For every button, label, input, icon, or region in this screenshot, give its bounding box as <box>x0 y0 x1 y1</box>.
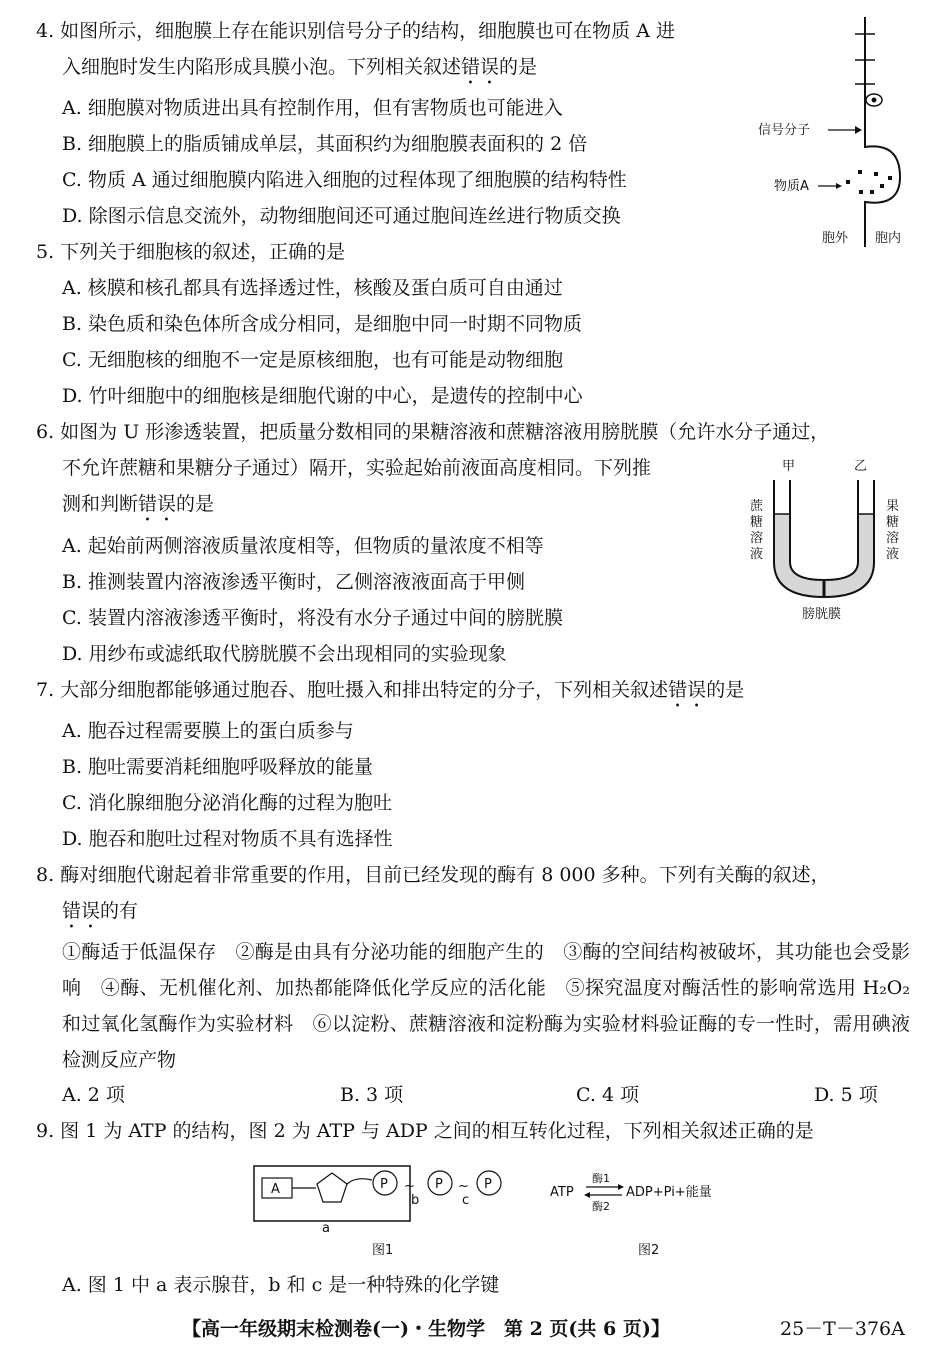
q8-option-a: A. 2 项 <box>62 1084 125 1106</box>
q5-option-a: A. 核膜和核孔都具有选择透过性，核酸及蛋白质可自由通过 <box>62 277 563 299</box>
enzyme2-label: 酶2 <box>592 1200 610 1213</box>
left-arm-label: 甲 <box>782 459 796 474</box>
atp-structure-figure <box>244 1158 524 1260</box>
atp-adp-conversion-figure <box>546 1162 736 1260</box>
q9-stem: 9. 图 1 为 ATP 的结构，图 2 为 ATP 与 ADP 之间的相互转化过程，下列相关叙述正确的是 <box>36 1120 814 1142</box>
right-side-char: 果 <box>886 499 900 514</box>
enzyme1-label: 酶1 <box>592 1172 610 1185</box>
emphasis-wrong: 错误 <box>461 56 500 78</box>
q6-option-a: A. 起始前两侧溶液质量浓度相等，但物质的量浓度不相等 <box>62 535 544 557</box>
q4-option-d: D. 除图示信息交流外，动物细胞间还可通过胞间连丝进行物质交换 <box>62 205 621 227</box>
left-side-char: 液 <box>750 547 764 562</box>
svg-text:~: ~ <box>404 1179 415 1194</box>
page-footer-code: 25－T－376A <box>780 1318 905 1340</box>
q6-u-tube-figure <box>740 452 915 624</box>
q8-statements: ①酶适于低温保存 ②酶是由具有分泌功能的细胞产生的 ③酶的空间结构被破坏，其功能也会受影响 ④酶、无机催化剂、加热都能降低化学反应的活化能 ⑤探究温度对酶活性的影响常选用 H₂O₂ 和过氧化氢酶作为实验材料 ⑥以淀粉、蔗糖溶液和淀粉酶为实验材料验证酶的专一性时，需用碘液检测反应产物 <box>62 941 910 1071</box>
right-side-char: 液 <box>886 547 900 562</box>
q6-option-b: B. 推测装置内溶液渗透平衡时，乙侧溶液液面高于甲侧 <box>62 571 526 593</box>
figure-2-caption: 图2 <box>638 1243 660 1258</box>
q7-option-c: C. 消化腺细胞分泌消化酶的过程为胞吐 <box>62 792 392 814</box>
phosphate-label: P <box>484 1177 492 1192</box>
q4-option-c: C. 物质 A 通过细胞膜内陷进入细胞的过程体现了细胞膜的结构特性 <box>62 169 627 191</box>
q5-stem: 5. 下列关于细胞核的叙述，正确的是 <box>36 241 346 263</box>
q4-option-a: A. 细胞膜对物质进出具有控制作用，但有害物质也可能进入 <box>62 97 563 119</box>
q7-option-a: A. 胞吞过程需要膜上的蛋白质参与 <box>62 720 354 742</box>
outside-label: 胞外 <box>822 231 849 246</box>
left-side-char: 溶 <box>750 531 764 546</box>
q4-stem-line2: 入细胞时发生内陷形成具膜小泡。下列相关叙述错误的是 <box>62 56 538 78</box>
page-footer-title: 【高一年级期末检测卷(一)・生物学 第 2 页(共 6 页)】 <box>182 1318 670 1340</box>
left-side-char: 蔗 <box>750 499 764 514</box>
q4-option-b: B. 细胞膜上的脂质铺成单层，其面积约为细胞膜表面积的 2 倍 <box>62 133 588 155</box>
q6-option-d: D. 用纱布或滤纸取代膀胱膜不会出现相同的实验现象 <box>62 643 507 665</box>
q6-stem-line2: 不允许蔗糖和果糖分子通过）隔开，实验起始前液面高度相同。下列推 <box>62 457 652 479</box>
q8-option-d: D. 5 项 <box>814 1084 878 1106</box>
q6-option-c: C. 装置内溶液渗透平衡时，将没有水分子通过中间的膀胱膜 <box>62 607 563 629</box>
u-tube-inner <box>790 480 858 580</box>
membrane-label: 膀胱膜 <box>802 607 842 622</box>
right-side-char: 溶 <box>886 531 900 546</box>
q8-option-b: B. 3 项 <box>340 1084 404 1106</box>
q9-option-a: A. 图 1 中 a 表示腺苷，b 和 c 是一种特殊的化学键 <box>62 1274 500 1296</box>
emphasis-wrong: 错误 <box>62 900 101 922</box>
left-side-char: 糖 <box>750 515 764 530</box>
svg-text:~: ~ <box>458 1179 469 1194</box>
q6-stem-line1: 6. 如图为 U 形渗透装置，把质量分数相同的果糖溶液和蔗糖溶液用膀胱膜（允许水分子通过， <box>36 421 830 443</box>
q8-stem-line1: 8. 酶对细胞代谢起着非常重要的作用，目前已经发现的酶有 8 000 多种。下列有关酶的叙述， <box>36 864 830 886</box>
adenine-label: A <box>271 1182 280 1197</box>
right-arm-label: 乙 <box>854 459 868 474</box>
ribose-pentagon <box>317 1173 347 1202</box>
q6-stem-line3: 测和判断错误的是 <box>62 493 215 515</box>
substance-a-label: 物质A <box>774 179 809 194</box>
q5-option-b: B. 染色质和染色体所含成分相同，是细胞中同一时期不同物质 <box>62 313 583 335</box>
q7-option-b: B. 胞吐需要消耗细胞呼吸释放的能量 <box>62 756 374 778</box>
phosphate-label: P <box>435 1177 443 1192</box>
q8-stem-line2: 错误的有 <box>62 900 139 922</box>
emphasis-wrong: 错误 <box>138 493 177 515</box>
cell-membrane <box>865 17 900 247</box>
q4-membrane-figure <box>750 12 920 252</box>
bond-c-label: c <box>462 1193 470 1208</box>
atp-label: ATP <box>550 1185 574 1200</box>
products-label: ADP+Pi+能量 <box>626 1185 712 1200</box>
emphasis-wrong: 错误 <box>668 679 707 701</box>
q4-stem-line1: 4. 如图所示，细胞膜上存在能识别信号分子的结构，细胞膜也可在物质 A 进 <box>36 20 675 42</box>
bond-b-label: b <box>411 1193 420 1208</box>
q7-stem: 7. 大部分细胞都能够通过胞吞、胞吐摄入和排出特定的分子，下列相关叙述错误的是 <box>36 679 745 701</box>
q8-option-c: C. 4 项 <box>576 1084 640 1106</box>
figure-1-caption: 图1 <box>372 1243 394 1258</box>
signal-molecule-label: 信号分子 <box>758 123 811 138</box>
part-a-label: a <box>322 1221 330 1236</box>
phosphate-label: P <box>380 1177 388 1192</box>
right-side-char: 糖 <box>886 515 900 530</box>
q5-option-c: C. 无细胞核的细胞不一定是原核细胞，也有可能是动物细胞 <box>62 349 563 371</box>
q5-option-d: D. 竹叶细胞中的细胞核是细胞代谢的中心，是遗传的控制中心 <box>62 385 583 407</box>
q7-option-d: D. 胞吞和胞吐过程对物质不具有选择性 <box>62 828 393 850</box>
inside-label: 胞内 <box>875 231 902 246</box>
